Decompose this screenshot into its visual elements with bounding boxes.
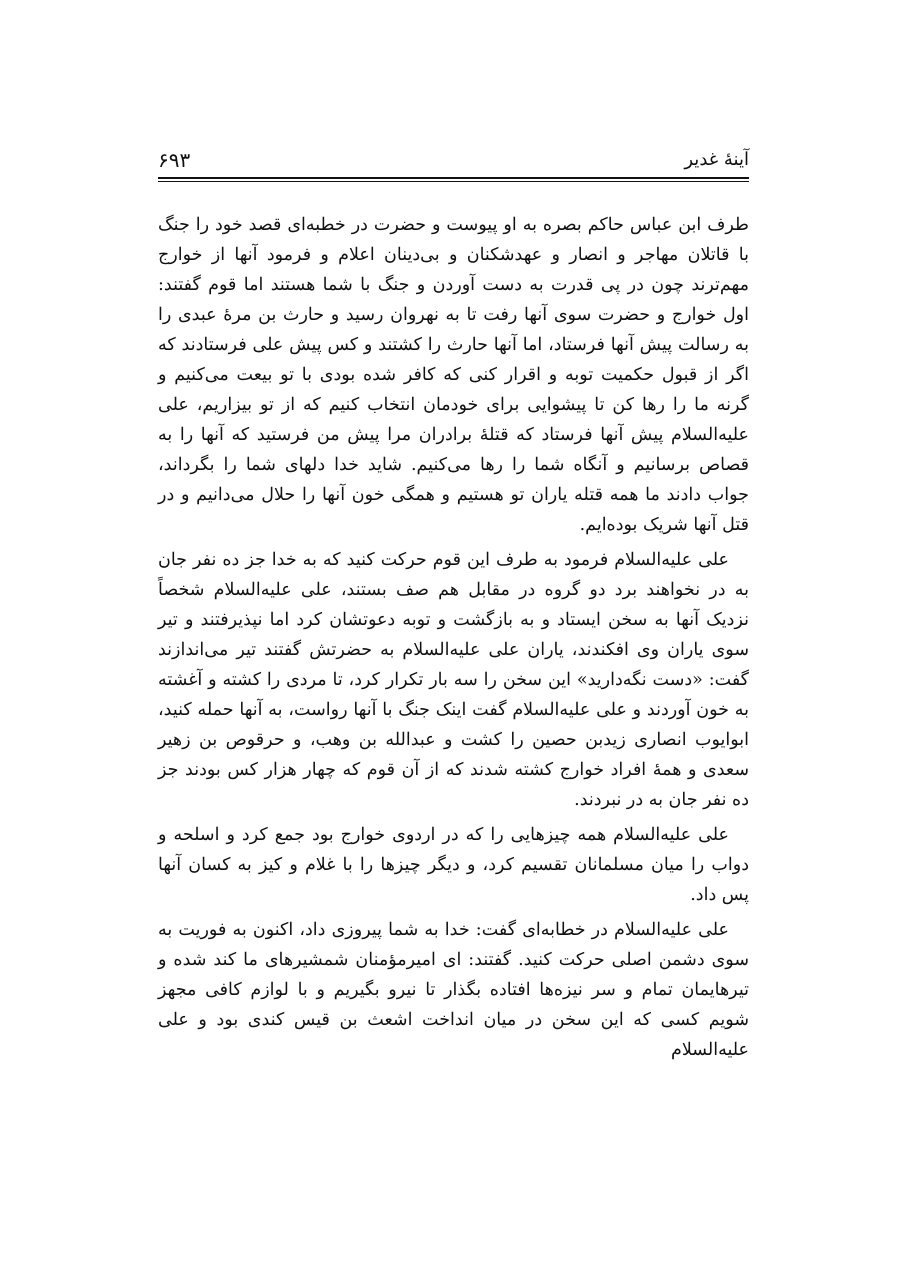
paragraph: علی علیه‌السلام فرمود به طرف این قوم حرکت کنید که به خدا جز ده نفر جان به در نخواهند برد دو گروه در مقابل هم صف بستند، علی علیه‌السلام شخصاً نزدیک آنها به سخن ایستاد و به بازگشت و توبه دعوتشان کرد اما نپذیرفتند و تیر سوی یاران وی افکندند، یاران علی علیه‌السلام به حضرتش گفتند تیر می‌اندازند گفت: «دست نگه‌دارید» این سخن را سه بار تکرار کرد، تا مردی را کشته و آغشته به خون آوردند و علی علیه‌السلام گفت اینک جنگ با آنها رواست، به آنها حمله کنید، ابوایوب انصاری زیدبن حصین را کشت و عبدالله بن وهب، و حرقوص بن زهیر سعدی و همهٔ افراد خوارج کشته شدند که از آن قوم که چهار هزار کس بودند جز ده نفر جان به در نبردند. — [158, 550, 749, 810]
header-rule-thick — [158, 177, 749, 179]
paragraph: علی علیه‌السلام در خطابه‌ای گفت: خدا به شما پیروزی داد، اکنون به فوریت به سوی دشمن اصلی حرکت کنید. گفتند: ای امیرمؤمنان شمشیرهای ما کند شده و تیرهایمان تمام و سر نیزه‌ها افتاده بگذار تا نیرو بگیریم و با لوازم کافی مجهز شویم کسی که این سخن در میان انداخت اشعث بن قیس کندی بود و علی علیه‌السلام — [158, 920, 749, 1060]
body-text — [158, 210, 749, 1070]
paragraph: علی علیه‌السلام همه چیزهایی را که در اردوی خوارج بود جمع کرد و اسلحه و دواب را میان مسلمانان تقسیم کرد، و دیگر چیزها را با غلام و کیز به کسان آنها پس داد. — [158, 825, 749, 905]
page-number: ۶۹۳ — [158, 148, 191, 172]
paragraph: طرف ابن عباس حاکم بصره به او پیوست و حضرت در خطبه‌ای قصد خود را جنگ با قاتلان مهاجر و انصار و عهدشکنان و بی‌دینان اعلام و فرمود آنها از خوارج مهم‌ترند چون در پی قدرت به دست آوردن و جنگ با شما هستند اما قوم گفتند: اول خوارج و حضرت سوی آنها رفت تا به نهروان رسید و حارث بن مرهٔ عبدی را به رسالت پیش آنها فرستاد، اما آنها حارث را کشتند و کس پیش علی فرستادند که اگر از قبول حکمیت توبه و اقرار کنی که کافر شده بودی با تو بیعت می‌کنیم و گرنه ما را رها کن تا پیشوایی برای خودمان انتخاب کنیم که از تو بیزاریم، علی علیه‌السلام پیش آنها فرستاد که قتلهٔ برادران مرا پیش من فرستید که آنها را به قصاص برسانیم و آنگاه شما را رها می‌کنیم. شاید خدا دلهای شما را بگرداند، جواب دادند ما همه قتله یاران تو هستیم و همگی خون آنها را حلال می‌دانیم و در قتل آنها شریک بوده‌ایم. — [158, 215, 749, 535]
running-head: آینهٔ غدیر — [684, 149, 749, 170]
page-header — [158, 146, 749, 176]
header-rule-thin — [158, 181, 749, 182]
